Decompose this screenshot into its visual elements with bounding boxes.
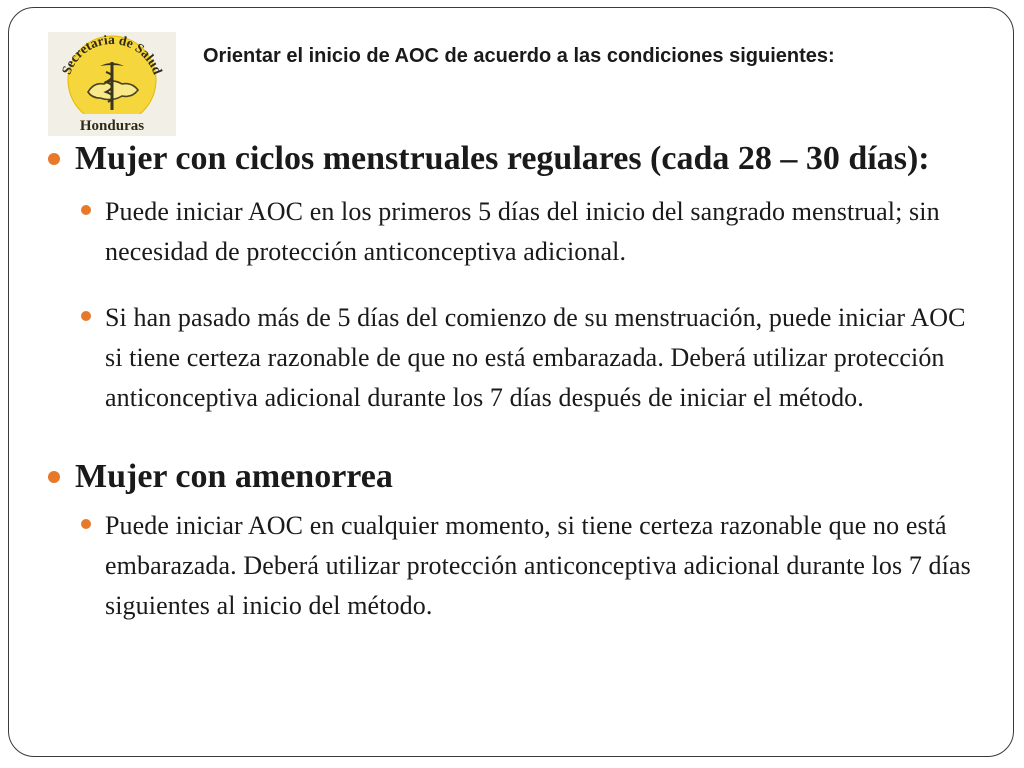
bullet-dot-icon [81, 311, 91, 321]
bullet-item [105, 192, 973, 272]
logo-bottom-text: Honduras [79, 118, 145, 134]
secretaria-de-salud-logo [48, 32, 176, 136]
slide-header-title: Orientar el inicio de AOC de acuerdo a las condiciones siguientes: [203, 45, 835, 67]
bullet-dot-icon [81, 205, 91, 215]
bullet-dot-icon [48, 471, 60, 483]
section-heading [48, 138, 973, 180]
bullet-item-text: Puede iniciar AOC en los primeros 5 días del inicio del sangrado menstrual; sin necesidad de protección anticonceptiva adicional. [105, 197, 940, 266]
section-heading [48, 456, 973, 498]
bullet-item [105, 298, 973, 418]
bullet-dot-icon [81, 519, 91, 529]
bullet-item [105, 506, 973, 626]
section-heading-text: Mujer con ciclos menstruales regulares (cada 28 – 30 días): [75, 140, 930, 177]
bullet-item-text: Si han pasado más de 5 días del comienzo de su menstruación, puede iniciar AOC si tiene certeza razonable de que no está embarazada. Deberá utilizar protección anticonceptiva adicional durante los 7 días después de iniciar el método. [105, 303, 966, 412]
slide-content [48, 138, 973, 626]
bullet-dot-icon [48, 153, 60, 165]
bullet-item-text: Puede iniciar AOC en cualquier momento, si tiene certeza razonable que no está embarazada. Deberá utilizar protección anticonceptiva adicional durante los 7 días siguientes al inicio del método. [105, 511, 971, 620]
logo-emblem-icon [48, 32, 176, 136]
logo-arc-text: Secretaria de Salud [58, 32, 166, 77]
section-heading-text: Mujer con amenorrea [75, 458, 393, 495]
